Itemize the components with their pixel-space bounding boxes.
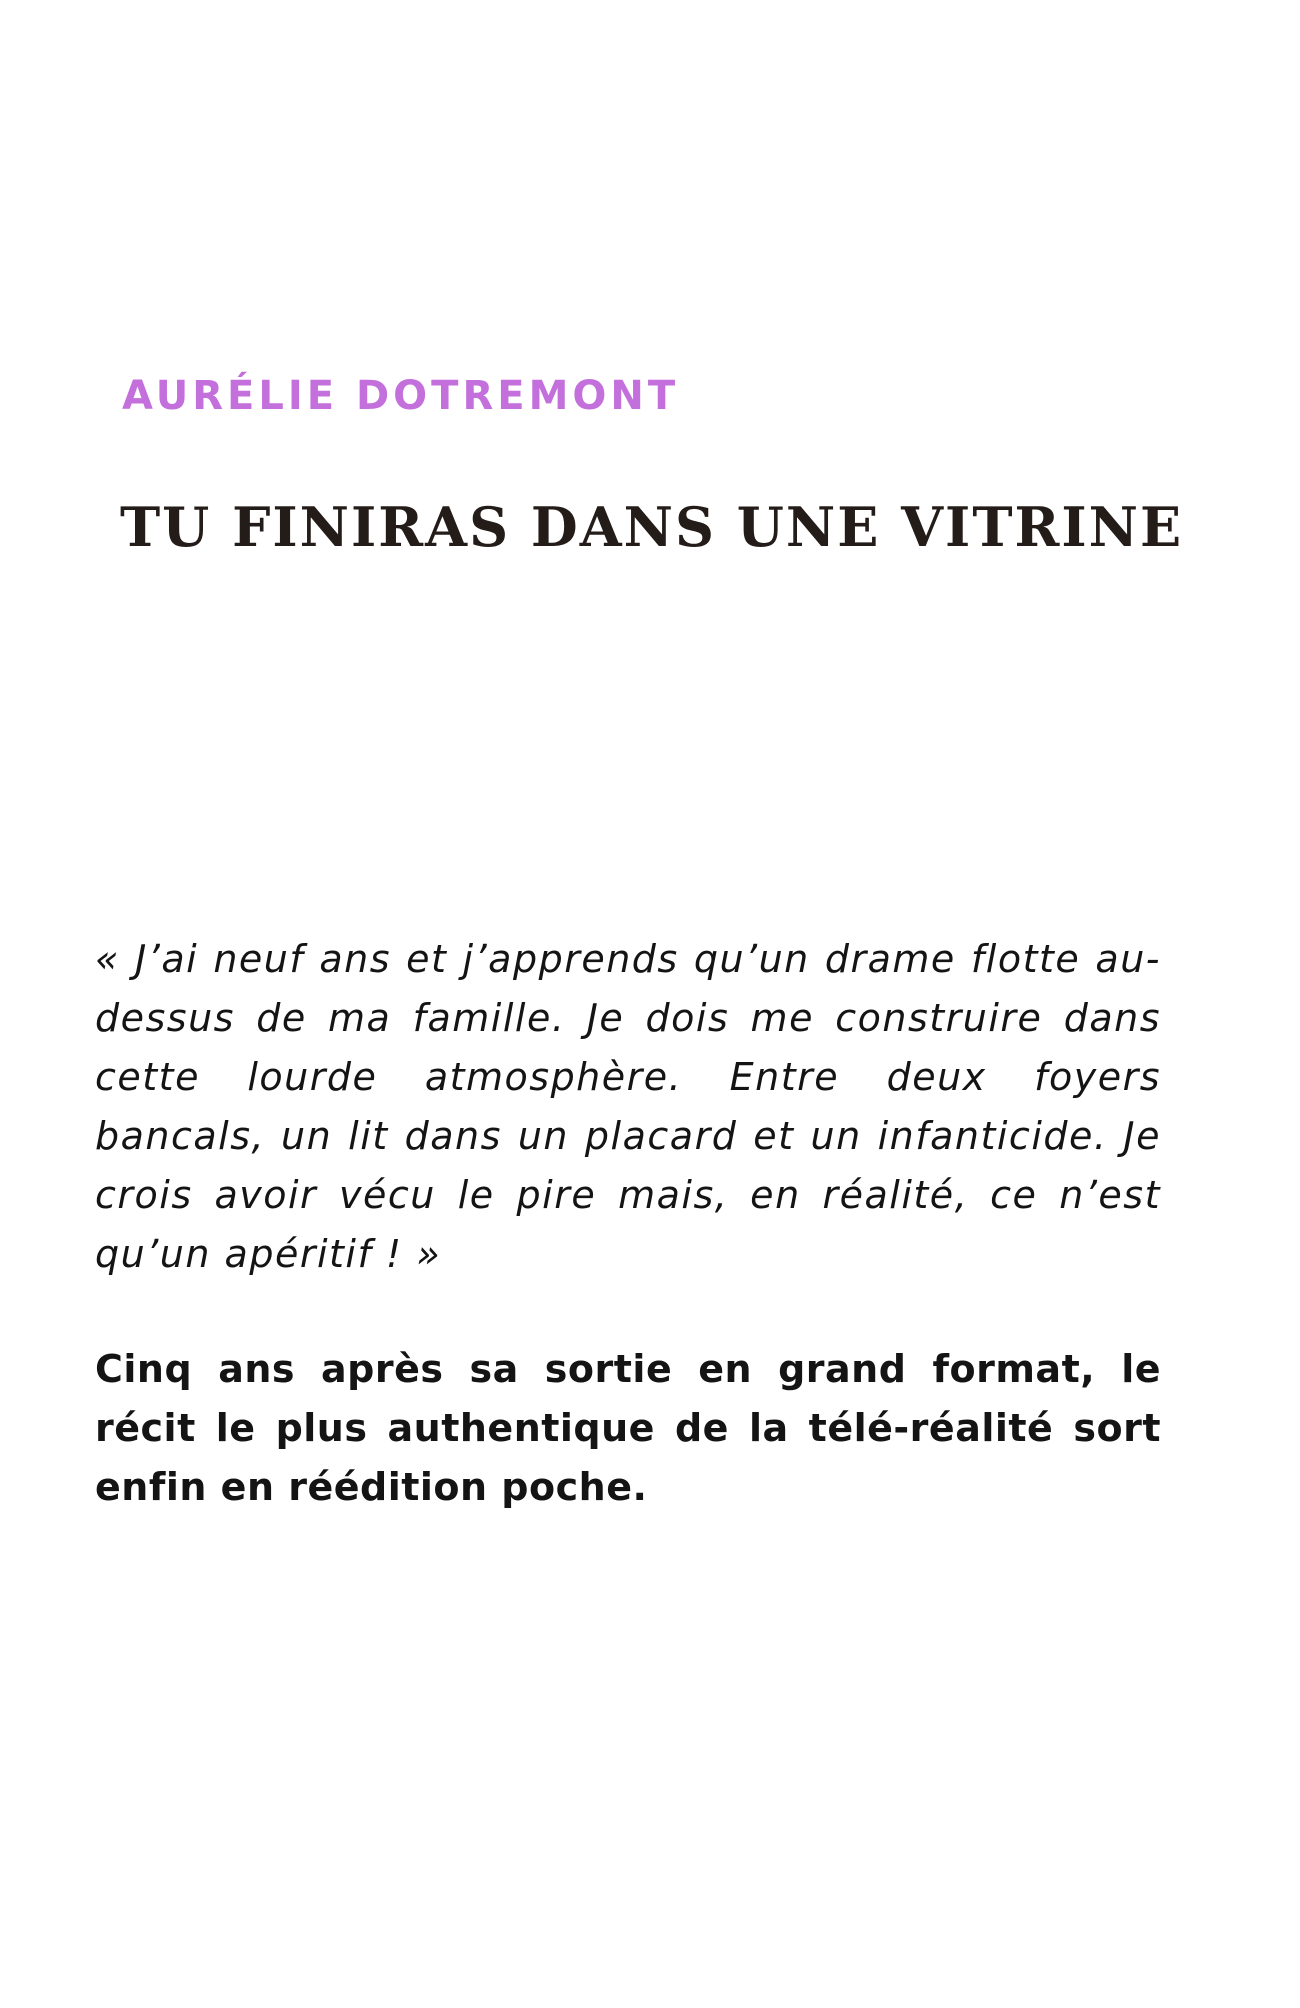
book-title: TU FINIRAS DANS UNE VITRINE xyxy=(120,495,1184,559)
publisher-blurb: Cinq ans après sa sortie en grand format, le récit le plus authentique de la télé-réalité sort enfin en réédition poche. xyxy=(95,1347,1161,1509)
author-name: AURÉLIE DOTREMONT xyxy=(122,373,680,419)
excerpt-quote: « J’ai neuf ans et j’apprends qu’un drame flotte au-dessus de ma famille. Je dois me construire dans cette lourde atmosphère. Entre deux foyers bancals, un lit dans un placard et un infanticide. Je crois avoir vécu le pire mais, en réalité, ce n’est qu’un apéritif ! » xyxy=(95,937,1161,1276)
